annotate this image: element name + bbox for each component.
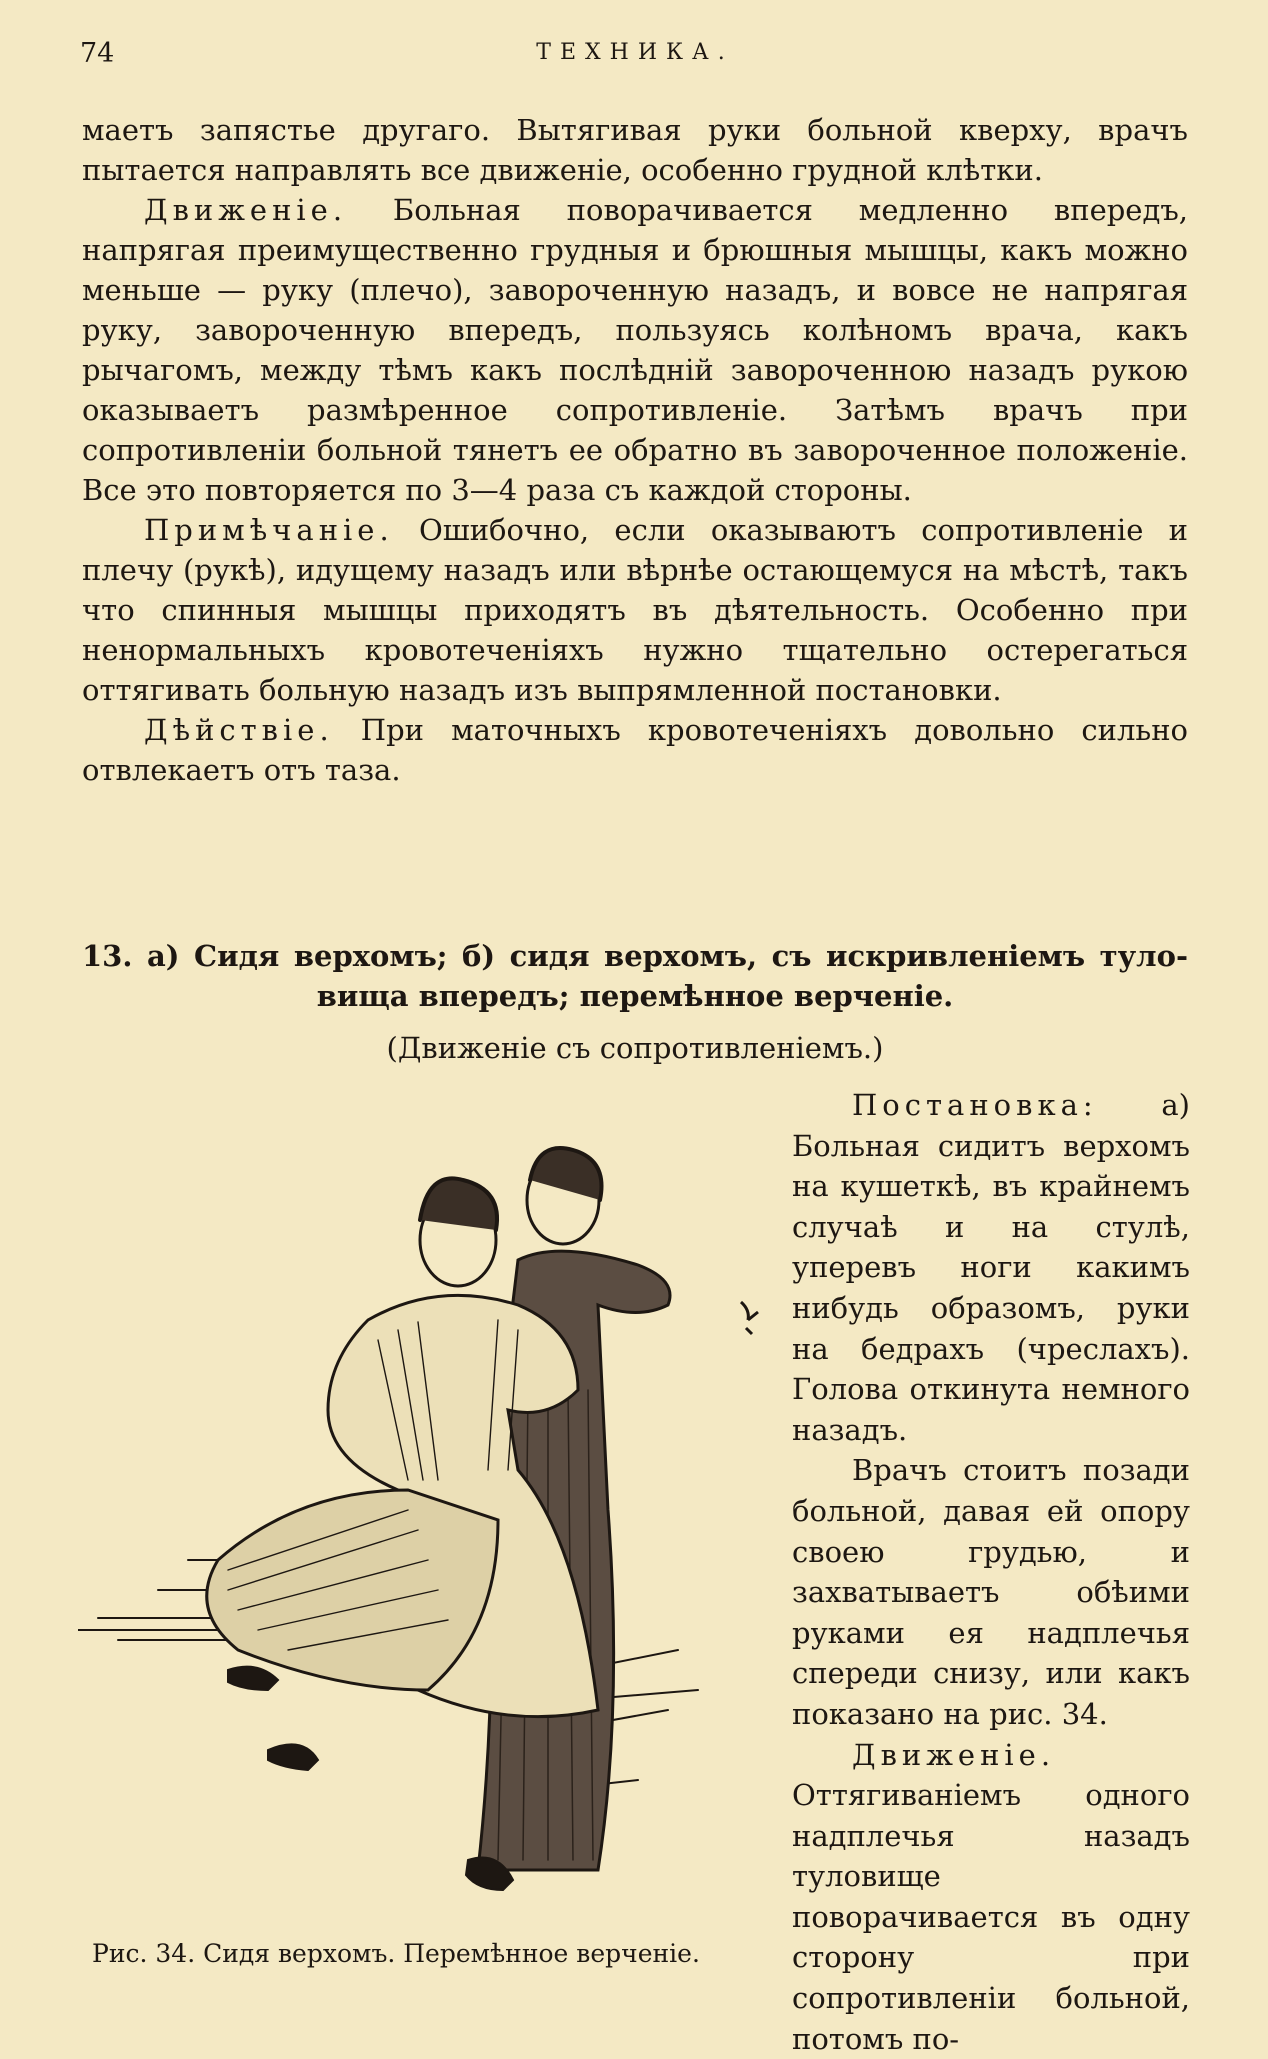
paragraph-position bbox=[792, 1085, 1190, 1450]
engraving-figure bbox=[78, 1090, 768, 1910]
engraving-illustration bbox=[78, 1090, 768, 1910]
section-heading bbox=[82, 936, 1188, 1016]
paragraph-continuation: маетъ запястье другаго. Вытягивая руки больной кверху, врачъ пытается направлять все движеніе, особенно грудной клѣтки. bbox=[82, 110, 1188, 190]
paragraph-text: При маточныхъ кровотеченіяхъ довольно сильно отвлекаетъ отъ таза. bbox=[82, 713, 1188, 787]
paragraph-lead: Движеніе. bbox=[144, 193, 347, 227]
paragraph-text: а) Больная сидитъ верхомъ на кушеткѣ, въ крайнемъ случаѣ и на стулѣ, уперевъ ноги какимъ нибудь образомъ, руки на бедрахъ (чреслахъ). Голова откинута немного назадъ. bbox=[792, 1088, 1190, 1447]
margin-mark-icon bbox=[738, 1298, 762, 1338]
figure-caption: Рис. 34. Сидя верхомъ. Перемѣнное верченіе. bbox=[92, 1938, 768, 1970]
paragraph-movement-2 bbox=[792, 1735, 1190, 2059]
paragraph-text: Ошибочно, если оказываютъ сопротивленіе и плечу (рукѣ), идущему назадъ или вѣрнѣе остающемуся на мѣстѣ, такъ что спинныя мышцы приходятъ въ дѣятельность. Особенно при ненормальныхъ кровотеченіяхъ нужно тщательно остерегаться оттягивать больную назадъ изъ выпрямленной постановки. bbox=[82, 513, 1188, 707]
paragraph-lead: Дѣйствіе. bbox=[144, 713, 334, 747]
paragraph-note bbox=[82, 510, 1188, 710]
section-heading-line: 13. а) Сидя верхомъ; б) сидя верхомъ, съ искривленіемъ туло- bbox=[82, 936, 1188, 976]
page-header bbox=[80, 38, 1190, 78]
section-heading-line: вища впередъ; перемѣнное верченіе. bbox=[82, 976, 1188, 1016]
page-number: 74 bbox=[80, 38, 114, 69]
paragraph-lead: Примѣчаніе. bbox=[144, 513, 394, 547]
paragraph-doctor: Врачъ стоитъ позади больной, давая ей опору своею грудью, и захватываетъ обѣими руками ея надплечья спереди снизу, или какъ показано на рис. 34. bbox=[792, 1450, 1190, 1734]
running-title: ТЕХНИКА. bbox=[80, 40, 1190, 65]
paragraph-effect bbox=[82, 710, 1188, 790]
side-column-text bbox=[792, 1085, 1190, 2059]
paragraph-text: Больная поворачивается медленно впередъ, напрягая преимущественно грудныя и брюшныя мышцы, какъ можно меньше — руку (плечо), завороченную назадъ, и вовсе не напрягая руку, завороченную впередъ, пользуясь колѣномъ врача, какъ рычагомъ, между тѣмъ какъ послѣдній завороченною назадъ рукою оказываетъ размѣренное сопротивленіе. Затѣмъ врачъ при сопротивленіи больной тянетъ ее обратно въ завороченное положеніе. Все это повторяется по 3—4 раза съ каждой стороны. bbox=[82, 193, 1188, 507]
body-text bbox=[82, 110, 1188, 790]
paragraph-movement bbox=[82, 190, 1188, 510]
paragraph-text: Оттягиваніемъ одного надплечья назадъ туловище поворачивается въ одну сторону при сопротивленіи больной, потомъ по- bbox=[792, 1778, 1190, 2056]
paragraph-lead: Постановка: bbox=[852, 1088, 1098, 1122]
section-subtitle: (Движеніе съ сопротивленіемъ.) bbox=[82, 1028, 1188, 1068]
paragraph-lead: Движеніе. bbox=[852, 1738, 1055, 1772]
